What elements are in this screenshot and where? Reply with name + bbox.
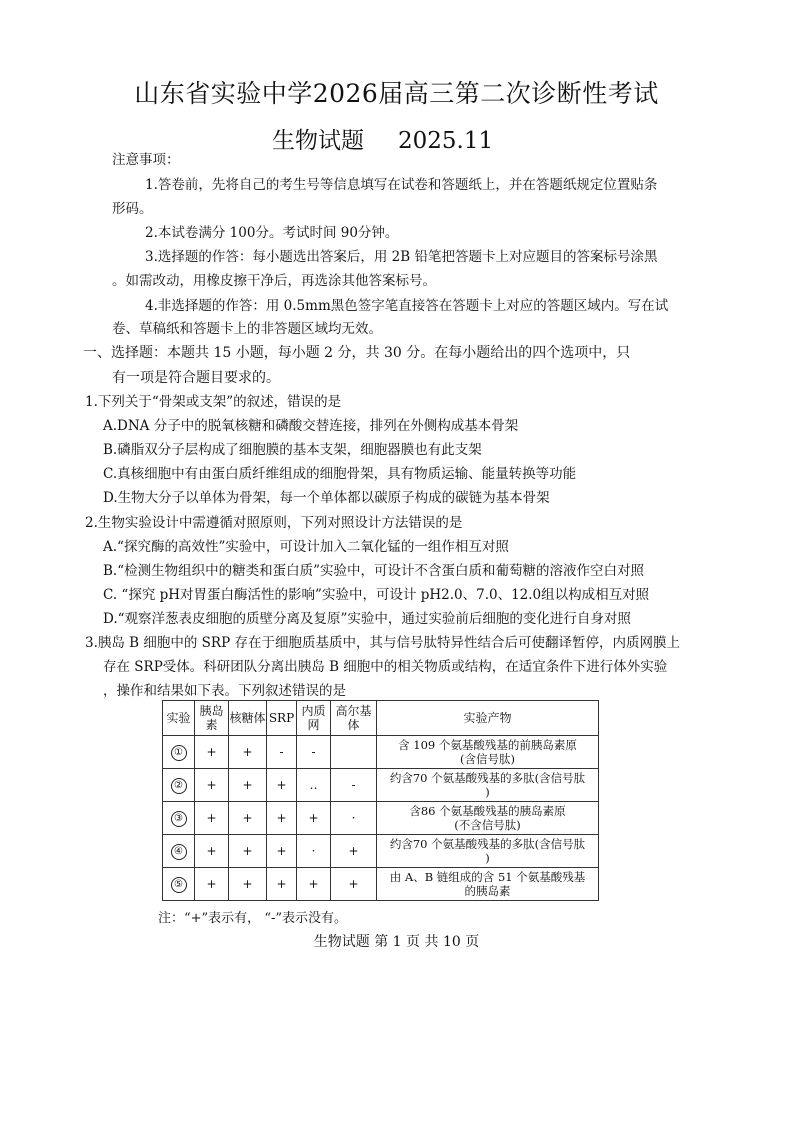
- notice-line: 2.本试卷满分 100分。考试时间 90分钟。: [145, 225, 399, 241]
- table-cell: +: [267, 802, 297, 835]
- product-line: 由 A、B 链组成的含 51 个氨基酸残基: [389, 870, 586, 884]
- question-1-stem: 1.下列关于“骨架或支架”的叙述，错误的是: [85, 394, 342, 410]
- column-header: 内质网: [297, 701, 331, 736]
- experiment-table: [162, 700, 599, 901]
- table-cell: +: [267, 769, 297, 802]
- table-cell: +: [195, 802, 229, 835]
- table-cell: ‥: [297, 769, 331, 802]
- table-cell: +: [267, 868, 297, 901]
- question-1-option-a: A.DNA 分子中的脱氧核糖和磷酸交替连接，排列在外侧构成基本骨架: [103, 418, 519, 434]
- question-2-stem: 2.生物实验设计中需遵循对照原则，下列对照设计方法错误的是: [85, 515, 463, 531]
- table-cell: +: [331, 868, 377, 901]
- table-cell: -: [267, 736, 297, 769]
- table-cell: +: [267, 835, 297, 868]
- table-cell: +: [195, 868, 229, 901]
- table-cell: +: [195, 769, 229, 802]
- column-header: 高尔基体: [331, 701, 377, 736]
- question-2-option-a: A.“探究酶的高效性”实验中，可设计加入二氧化锰的一组作相互对照: [103, 539, 509, 555]
- question-1-option-d: D.生物大分子以单体为骨架，每一个单体都以碳原子构成的碳链为基本骨架: [103, 490, 550, 506]
- product-cell: [377, 769, 599, 802]
- table-row: [163, 868, 599, 901]
- table-cell: -: [297, 736, 331, 769]
- question-1-option-c: C.真核细胞中有由蛋白质纤维组成的细胞骨架，具有物质运输、能量转换等功能: [103, 466, 577, 482]
- page-footer: 生物试题 第 1 页 共 10 页: [313, 934, 480, 950]
- section-heading-cont: 有一项是符合题目要求的。: [112, 370, 280, 386]
- table-row: [163, 802, 599, 835]
- question-3-stem: 3.胰岛 B 细胞中的 SRP 存在于细胞质基质中，其与信号肽特异性结合后可使翻译暂停，内质网膜上: [85, 635, 680, 651]
- table-cell: +: [229, 835, 267, 868]
- table-cell: ·: [297, 835, 331, 868]
- question-2-option-d: D.“观察洋葱表皮细胞的质壁分离及复原”实验中，通过实验前后细胞的变化进行自身对照: [103, 611, 631, 627]
- subject-title: 生物试题: [272, 128, 364, 154]
- notice-line: 。如需改动，用橡皮擦干净后，再选涂其他答案标号。: [112, 273, 436, 289]
- table-cell: +: [297, 802, 331, 835]
- notice-heading: 注意事项：: [112, 152, 180, 168]
- experiment-number: ①: [171, 745, 187, 761]
- table-cell: [331, 736, 377, 769]
- table-cell: +: [195, 835, 229, 868]
- section-heading: 一、选择题：本题共 15 小题，每小题 2 分，共 30 分。在每小题给出的四个选项中，只: [83, 345, 631, 361]
- question-3-stem: 存在 SRP受体。科研团队分离出胰岛 B 细胞中的相关物质或结构，在适宜条件下进行体外实验: [103, 659, 668, 675]
- experiment-number: ③: [171, 811, 187, 827]
- table-cell: -: [331, 769, 377, 802]
- product-cell: [377, 736, 599, 769]
- experiment-number: ②: [171, 778, 187, 794]
- product-line: (含信号肽): [460, 752, 515, 766]
- notice-line: 4.非选择题的作答：用 0.5mm黑色签字笔直接答在答题卡上对应的答题区域内。写在试: [145, 298, 669, 314]
- column-header: 实验产物: [377, 701, 599, 736]
- table-cell: +: [229, 736, 267, 769]
- exam-subtitle: [272, 122, 493, 155]
- product-line: 约含70 个氨基酸残基的多肽(含信号肽: [389, 771, 586, 785]
- question-2-option-c: C. “探究 pH对胃蛋白酶活性的影响”实验中，可设计 pH2.0、7.0、12.0组以构成相互对照: [103, 587, 650, 603]
- table-cell: +: [297, 868, 331, 901]
- product-line: (不含信号肽): [454, 818, 521, 832]
- product-cell: [377, 802, 599, 835]
- product-cell: [377, 868, 599, 901]
- table-cell: +: [331, 835, 377, 868]
- table-cell: ·: [331, 802, 377, 835]
- question-3-stem: ，操作和结果如下表。下列叙述错误的是: [103, 683, 346, 699]
- notice-line: 形码。: [112, 201, 153, 217]
- table-header-row: [163, 701, 599, 736]
- product-line: ): [485, 785, 490, 799]
- table-row: [163, 736, 599, 769]
- exam-date: 2025.11: [398, 128, 494, 154]
- column-header: 实验: [163, 701, 195, 736]
- table-cell: +: [195, 736, 229, 769]
- question-1-option-b: B.磷脂双分子层构成了细胞膜的基本支架，细胞器膜也有此支架: [103, 442, 482, 458]
- table-cell: +: [229, 802, 267, 835]
- notice-line: 1.答卷前，先将自己的考生号等信息填写在试卷和答题纸上，并在答题纸规定位置贴条: [145, 177, 658, 193]
- experiment-number: ④: [171, 844, 187, 860]
- table-row: [163, 769, 599, 802]
- table-cell: +: [229, 769, 267, 802]
- product-line: 约含70 个氨基酸残基的多肽(含信号肽: [389, 837, 586, 851]
- product-cell: [377, 835, 599, 868]
- table-note: 注：“+”表示有， “-”表示没有。: [158, 911, 348, 926]
- exam-title: 山东省实验中学2026届高三第二次诊断性考试: [134, 79, 659, 108]
- question-2-option-b: B.“检测生物组织中的糖类和蛋白质”实验中，可设计不含蛋白质和葡萄糖的溶液作空白对照: [103, 563, 645, 579]
- table-cell: +: [229, 868, 267, 901]
- product-line: ): [485, 851, 490, 865]
- notice-line: 3.选择题的作答：每小题选出答案后，用 2B 铅笔把答题卡上对应题目的答案标号涂黑: [145, 249, 658, 265]
- product-line: 的胰岛素: [464, 884, 511, 898]
- product-line: 含 109 个氨基酸残基的前胰岛素原: [398, 738, 577, 752]
- experiment-number: ⑤: [171, 877, 187, 893]
- column-header: 核糖体: [229, 701, 267, 736]
- product-line: 含86 个氨基酸残基的胰岛素原: [409, 804, 566, 818]
- table-row: [163, 835, 599, 868]
- notice-line: 卷、草稿纸和答题卡上的非答题区域均无效。: [112, 321, 382, 337]
- column-header: 胰岛素: [195, 701, 229, 736]
- column-header: SRP: [267, 701, 297, 736]
